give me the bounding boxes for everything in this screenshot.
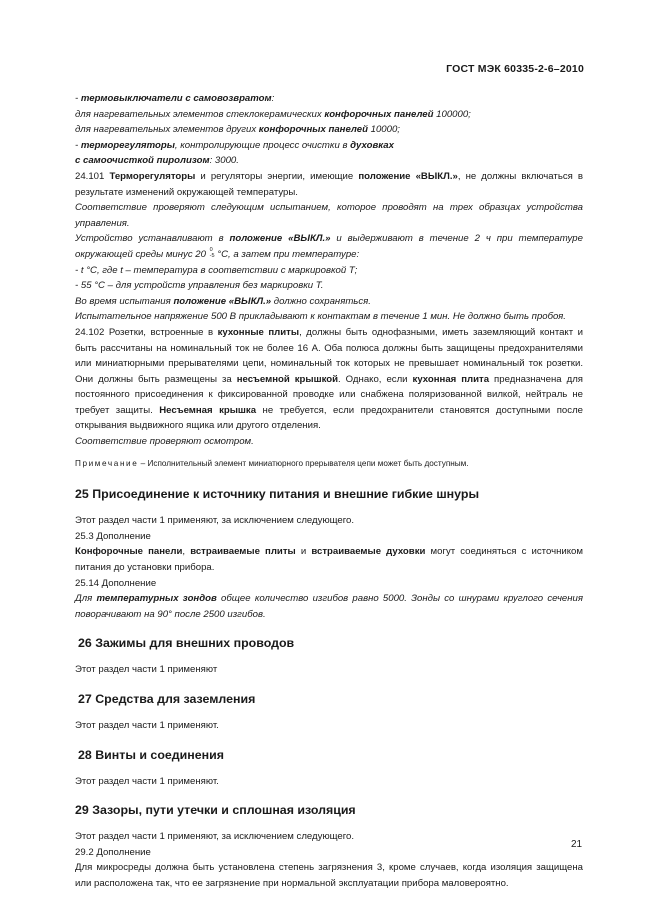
clause-24-102: 24.102 Розетки, встроенные в кухонные плиты, должны быть однофазными, иметь заземляющий контакт и быть рассчитаны на номинальный ток не более 16 А. Оба полюса должны быть защищены предохранителями или миниатюрными прерывателями цепи, номинальный ток которых не превышает номинальный ток розетки. Они должны быть размещены за несъемной крышкой. Однако, если кухонная плита предназначена для постоянного присоединения к фиксированной проводке или снабжена поляризованной вилкой, нейтраль не требует защиты. Несъемная крышка не требуется, если предохранители становятся доступными после открывания выдвижного ящика или другого отделения. — [75, 326, 584, 432]
standard-header: ГОСТ МЭК 60335-2-6–2010 — [446, 63, 584, 75]
term: кухонные плиты — [217, 326, 300, 338]
term: встраиваемые духовки — [311, 546, 426, 558]
term: положение «ВЫКЛ.» — [229, 233, 331, 245]
list-item: с самоочисткой пиролизом: 3000. — [75, 155, 239, 167]
tolerance: 0 -5 — [209, 247, 215, 260]
term: температурных зондов — [96, 593, 217, 605]
term: термовыключатели с самовозвратом — [80, 93, 272, 104]
document-body — [75, 91, 583, 892]
section-text: Для температурных зондов общее количество изгибов равно 5000. Зонды со шнурами круглого сечения поворачивают на 90° после 2500 изгибов. — [75, 593, 583, 620]
note-label: Примечание — [75, 458, 139, 468]
term: терморегуляторы — [80, 139, 175, 151]
compliance-text: Соответствие проверяют осмотром. — [75, 436, 254, 448]
section-text: Для микросреды должна быть установлена степень загрязнения 3, кроме случаев, когда изоляция защищена или расположена так, что ее загрязнение при нормальной эксплуатации прибора маловероятно. — [75, 862, 583, 889]
term: Терморегуляторы — [109, 170, 196, 182]
test-voltage: Испытательное напряжение 500 В прикладывают к контактам в течение 1 мин. Не должно быть пробоя. — [75, 311, 566, 323]
test-procedure: Устройство устанавливают в положение «ВЫКЛ.» и выдерживают в течение 2 ч при температуре окружающей среды минус 20 0 -5 °С, а затем при температуре: — [75, 233, 583, 260]
page-number: 21 — [571, 839, 583, 850]
section-heading-28: 28 Винты и соединения — [78, 747, 224, 762]
term: кухонная плита — [412, 373, 490, 385]
term: Несъемная крышка — [159, 404, 257, 416]
term: несъемной крышкой — [236, 373, 339, 385]
section-heading-25: 25 Присоединение к источнику питания и внешние гибкие шнуры — [75, 487, 480, 502]
test-condition: Во время испытания положение «ВЫКЛ.» должно сохраняться. — [75, 295, 371, 307]
term: конфорочных панелей — [258, 124, 368, 136]
list-item: - 55 °С – для устройств управления без маркировки Т. — [75, 280, 324, 292]
term: с самоочисткой пиролизом — [75, 155, 210, 167]
clause-24-101: 24.101 Терморегуляторы и регуляторы энергии, имеющие положение «ВЫКЛ.», не должны включаться в результате изменений окружающей температуры. — [75, 170, 583, 198]
list-item: для нагревательных элементов стеклокерамических конфорочных панелей 100000; — [75, 108, 471, 120]
list-item: - термовыключатели с самовозвратом: — [75, 93, 275, 104]
list-item: для нагревательных элементов других конфорочных панелей 10000; — [75, 124, 400, 136]
section-text: Этот раздел части 1 применяют — [75, 664, 218, 676]
note: Примечание – Исполнительный элемент миниатюрного прерывателя цепи может быть доступным. — [75, 458, 469, 468]
subclause-label: 29.2 Дополнение — [75, 846, 151, 858]
section-text: Этот раздел части 1 применяют, за исключением следующего. — [75, 515, 355, 527]
term: конфорочных панелей — [324, 108, 434, 120]
compliance-text: Соответствие проверяют следующим испытанием, которое проводят на трех образцах устройства управления. — [75, 202, 583, 229]
list-item: - t °С, где t – температура в соответствии с маркировкой Т; — [75, 264, 358, 276]
section-text: Конфорочные панели, встраиваемые плиты и встраиваемые духовки могут соединяться с источником питания до установки прибора. — [75, 546, 583, 574]
term: Конфорочные панели — [75, 546, 183, 558]
term: положение «ВЫКЛ.» — [173, 295, 272, 307]
section-heading-26: 26 Зажимы для внешних проводов — [78, 636, 295, 651]
section-heading-27: 27 Средства для заземления — [78, 692, 256, 706]
subclause-label: 25.14 Дополнение — [75, 577, 157, 589]
term: встраиваемые плиты — [190, 546, 296, 558]
section-text: Этот раздел части 1 применяют, за исключением следующего. — [75, 831, 355, 843]
term: положение «ВЫКЛ.» — [358, 170, 458, 182]
section-heading-29: 29 Зазоры, пути утечки и сплошная изоляция — [75, 803, 356, 818]
term: духовках — [350, 139, 394, 151]
section-text: Этот раздел части 1 применяют. — [75, 775, 219, 787]
section-text: Этот раздел части 1 применяют. — [75, 720, 219, 731]
list-item: - терморегуляторы, контролирующие процесс очистки в духовках — [75, 139, 394, 151]
subclause-label: 25.3 Дополнение — [75, 530, 151, 542]
